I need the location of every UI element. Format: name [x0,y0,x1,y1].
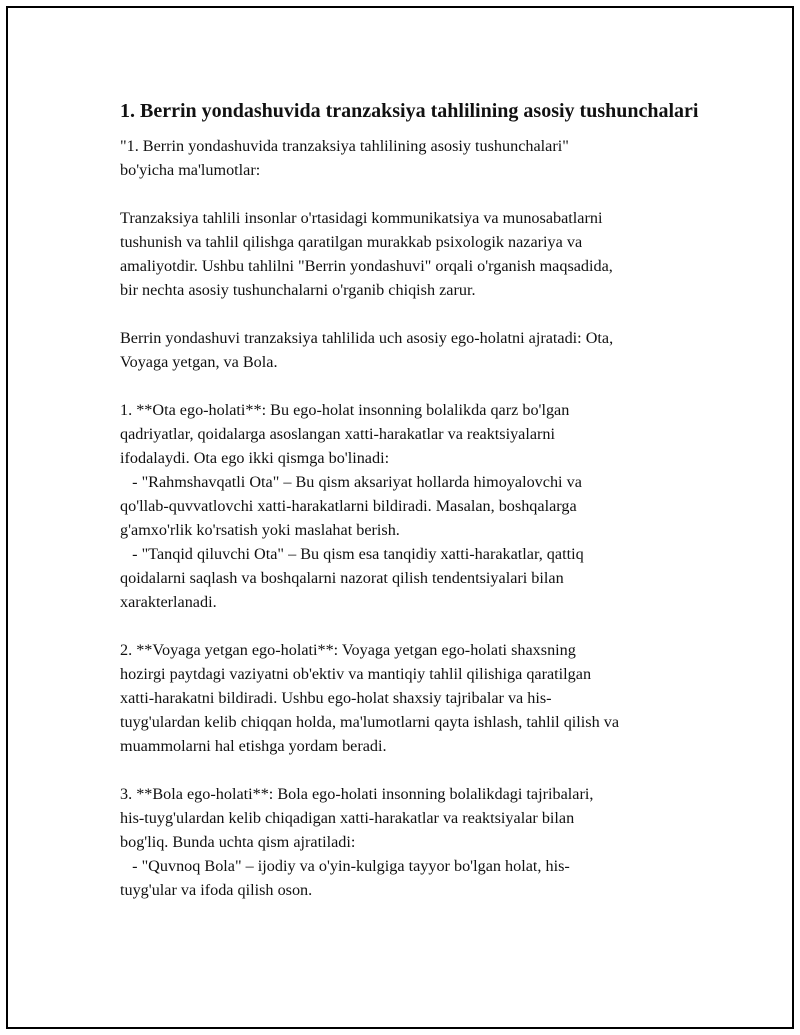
text-line: bog'liq. Bunda uchta qism ajratiladi: [120,833,356,851]
child-ego-section [120,782,720,902]
text-line: tushunish va tahlil qilishga qaratilgan murakkab psixologik nazariya va [120,233,583,251]
text-line: muammolarni hal etishga yordam beradi. [120,737,387,755]
paragraph-gap [120,614,720,638]
text-line: xatti-harakatni bildiradi. Ushbu ego-holat shaxsiy tajribalar va his- [120,689,552,707]
text-line: tuyg'ulardan kelib chiqqan holda, ma'lumotlarni qayta ishlash, tahlil qilish va [120,713,619,731]
text-line: bir nechta asosiy tushunchalarni o'rganib chiqish zarur. [120,281,476,299]
text-line: 1. **Ota ego-holati**: Bu ego-holat insonning bolalikda qarz bo'lgan [120,401,570,419]
adult-ego-section [120,638,720,758]
text-line: amaliyotdir. Ushbu tahlilni "Berrin yondashuvi" orqali o'rganish maqsadida, [120,257,613,275]
text-line: Voyaga yetgan, va Bola. [120,353,278,371]
page-frame [6,6,794,1029]
text-line: Tranzaksiya tahlili insonlar o'rtasidagi kommunikatsiya va munosabatlarni [120,209,603,227]
text-line: - "Rahmshavqatli Ota" – Bu qism aksariyat hollarda himoyalovchi va [120,473,582,491]
paragraph-gap [120,302,720,326]
text-line: "1. Berrin yondashuvida tranzaksiya tahlilining asosiy tushunchalari" [120,137,569,155]
text-line: 2. **Voyaga yetgan ego-holati**: Voyaga yetgan ego-holati shaxsning [120,641,576,659]
text-line: his-tuyg'ulardan kelib chiqadigan xatti-harakatlar va reaktsiyalar bilan [120,809,575,827]
overview-paragraph [120,206,720,302]
document-content [120,98,720,902]
text-line: qo'llab-quvvatlovchi xatti-harakatlarni bildiradi. Masalan, boshqalarga [120,497,577,515]
text-line: - "Quvnoq Bola" – ijodiy va o'yin-kulgiga tayyor bo'lgan holat, his- [120,857,570,875]
intro-paragraph [120,134,720,182]
text-line: tuyg'ular va ifoda qilish oson. [120,881,313,899]
paragraph-gap [120,374,720,398]
text-line: hozirgi paytdagi vaziyatni ob'ektiv va mantiqiy tahlil qilishiga qaratilgan [120,665,592,683]
text-line: xarakterlanadi. [120,593,217,611]
text-line: 3. **Bola ego-holati**: Bola ego-holati insonning bolalikdagi tajribalari, [120,785,594,803]
document-title: 1. Berrin yondashuvida tranzaksiya tahlilining asosiy tushunchalari [120,100,699,122]
text-line: Berrin yondashuvi tranzaksiya tahlilida uch asosiy ego-holatni ajratadi: Ota, [120,329,614,347]
ego-states-paragraph [120,326,720,374]
text-line: - "Tanqid qiluvchi Ota" – Bu qism esa tanqidiy xatti-harakatlar, qattiq [120,545,584,563]
text-line: g'amxo'rlik ko'rsatish yoki maslahat berish. [120,521,400,539]
text-line: qoidalarni saqlash va boshqalarni nazorat qilish tendentsiyalari bilan [120,569,564,587]
paragraph-gap [120,758,720,782]
text-line: qadriyatlar, qoidalarga asoslangan xatti-harakatlar va reaktsiyalarni [120,425,556,443]
paragraph-gap [120,182,720,206]
text-line: bo'yicha ma'lumotlar: [120,161,261,179]
text-line: ifodalaydi. Ota ego ikki qismga bo'linadi: [120,449,390,467]
parent-ego-section [120,398,720,614]
